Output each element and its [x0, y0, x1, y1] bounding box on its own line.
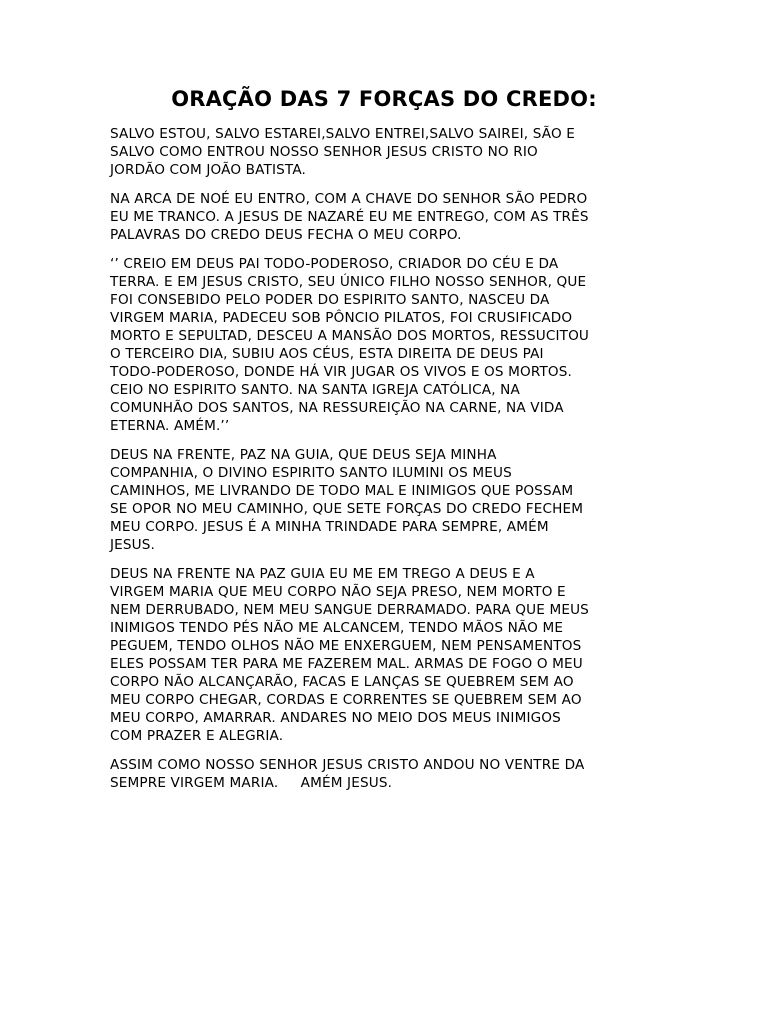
paragraph-protecao: DEUS NA FRENTE NA PAZ GUIA EU ME EM TREGO A DEUS E A VIRGEM MARIA QUE MEU CORPO NÃO SEJA PRESO, NEM MORTO E NEM DERRUBADO, NEM MEU SANGUE DERRAMADO. PARA QUE MEUS INIMIGOS TENDO PÉS NÃO ME ALCANCEM, TENDO MÃOS NÃO ME PEGUEM, TENDO OLHOS NÃO ME ENXERGUEM, NEM PENSAMENTOS ELES POSSAM TER PARA ME FAZEREM MAL. ARMAS DE FOGO O MEU CORPO NÃO ALCANÇARÃO, FACAS E LANÇAS SE QUEBREM SEM AO MEU CORPO CHEGAR, CORDAS E CORRENTES SE QUEBREM SEM AO MEU CORPO, AMARRAR. ANDARES NO MEIO DOS MEUS INIMIGOS COM PRAZER E ALEGRIA.: [110, 566, 589, 744]
paragraph-creio: ‘’ CREIO EM DEUS PAI TODO-PODEROSO, CRIADOR DO CÉU E DA TERRA. E EM JESUS CRISTO, SEU ÚNICO FILHO NOSSO SENHOR, QUE FOI CONSEBIDO PELO PODER DO ESPIRITO SANTO, NASCEU DA VIRGEM MARIA, PADECEU SOB PÔNCIO PILATOS, FOI CRUSIFICADO MORTO E SEPULTAD, DESCEU A MANSÃO DOS MORTOS, RESSUCITOU O TERCEIRO DIA, SUBIU AOS CÉUS, ESTA DIREITA DE DEUS PAI TODO-PODEROSO, DONDE HÁ VIR JUGAR OS VIVOS E OS MORTOS. CEIO NO ESPIRITO SANTO. NA SANTA IGREJA CATÓLICA, NA COMUNHÃO DOS SANTOS, NA RESSUREIÇÃO NA CARNE, NA VIDA ETERNA. AMÉM.’’: [110, 256, 590, 434]
paragraph-closing: ASSIM COMO NOSSO SENHOR JESUS CRISTO ANDOU NO VENTRE DA SEMPRE VIRGEM MARIA. AMÉM JESUS.: [110, 757, 585, 791]
paragraph-arca-de-noe: NA ARCA DE NOÉ EU ENTRO, COM A CHAVE DO SENHOR SÃO PEDRO EU ME TRANCO. A JESUS DE NAZARÉ EU ME ENTREGO, COM AS TRÊS PALAVRAS DO CREDO DEUS FECHA O MEU CORPO.: [110, 191, 589, 243]
paragraph-deus-na-frente: DEUS NA FRENTE, PAZ NA GUIA, QUE DEUS SEJA MINHA COMPANHIA, O DIVINO ESPIRITO SANTO ILUMINI OS MEUS CAMINHOS, ME LIVRANDO DE TODO MAL E INIMIGOS QUE POSSAM SE OPOR NO MEU CAMINHO, QUE SETE FORÇAS DO CREDO FECHEM MEU CORPO. JESUS É A MINHA TRINDADE PARA SEMPRE, AMÉM JESUS.: [110, 447, 584, 553]
document-body: [110, 125, 670, 803]
document-title: ORAÇÃO DAS 7 FORÇAS DO CREDO:: [171, 87, 597, 111]
paragraph-salvo-estou: SALVO ESTOU, SALVO ESTAREI,SALVO ENTREI,SALVO SAIREI, SÃO E SALVO COMO ENTROU NOSSO SENHOR JESUS CRISTO NO RIO JORDÃO COM JOÃO BATISTA.: [110, 126, 576, 178]
